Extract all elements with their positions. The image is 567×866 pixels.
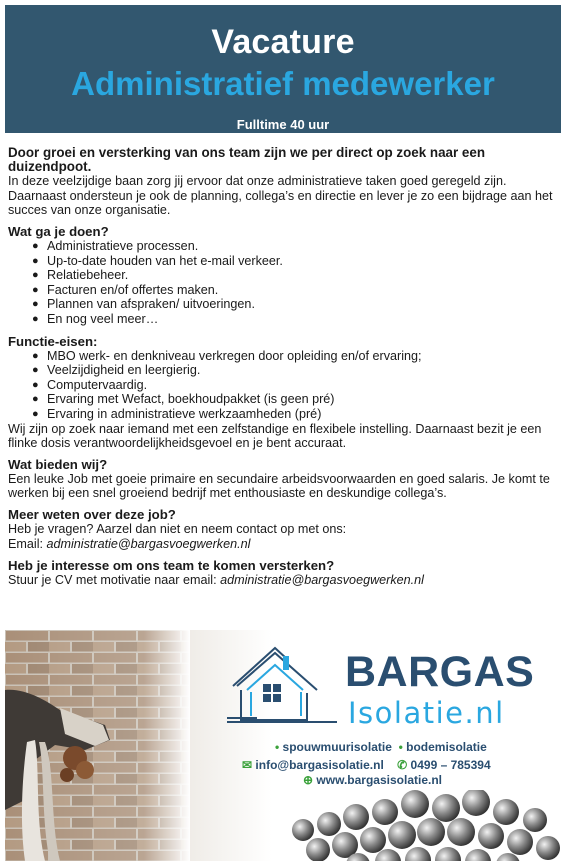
footer-website-link[interactable]: www.bargasisolatie.nl [316, 773, 442, 787]
footer-email-link[interactable]: info@bargasisolatie.nl [255, 758, 384, 772]
more-info-text: Heb je vragen? Aarzel dan niet en neem contact op met ons: [8, 522, 347, 537]
list-item: ● Computervaardig. [32, 377, 148, 392]
globe-icon: ⊕ [303, 773, 314, 787]
list-item: ● Ervaring in administratieve werkzaamheden (pré) [32, 406, 322, 421]
tasks-title: Wat ga je doen? [8, 224, 109, 240]
footer-phone[interactable]: 0499 – 785394 [410, 758, 491, 772]
list-item: ● Relatiebeheer. [32, 268, 129, 283]
intro-text: In deze veelzijdige baan zorg jij ervoor dat onze administratieve taken goed geregeld zijn. Daarnaast ondersteun je ook de planning, collega’s en directie en lever je zo een bijdrage aan het succes van onze organisatie. [8, 174, 553, 217]
service-floor: bodemisolatie [406, 740, 487, 754]
brand-subtitle: Isolatie.nl [348, 696, 505, 730]
list-item: ● En nog veel meer… [32, 311, 159, 326]
job-hours: Fulltime 40 uur [236, 117, 330, 132]
services-line [275, 740, 487, 754]
email-label: Email: [8, 536, 47, 551]
bullet-icon: ● [32, 378, 39, 391]
bullet-icon: • [275, 740, 280, 754]
bullet-icon: ● [32, 407, 39, 420]
website-line [303, 773, 442, 787]
service-cavity-wall: spouwmuurisolatie [282, 740, 392, 754]
job-title: Administratief medewerker [71, 65, 495, 102]
company-banner [5, 630, 561, 861]
house-logo-icon [227, 638, 337, 726]
bullet-icon: • [398, 740, 403, 754]
bullet-icon: ● [32, 298, 39, 311]
list-item: ● Ervaring met Wefact, boekhoudpakket (is geen pré) [32, 392, 335, 407]
list-item: ● Veelzijdigheid en leergierig. [32, 363, 201, 378]
bullet-icon: ● [32, 364, 39, 377]
bullet-icon: ● [32, 349, 39, 362]
contact-email-link[interactable]: administratie@bargasvoegwerken.nl [46, 536, 251, 551]
bullet-icon: ● [32, 240, 39, 253]
requirements-text: Wij zijn op zoek naar iemand met een zelfstandige en flexibele instelling. Daarnaast bezit je een flinke dosis verantwoordelijkheidsgevoel en je bent accuraat. [8, 421, 542, 450]
brand-name: BARGAS [345, 648, 535, 696]
list-item: ● Plannen van afspraken/ uitvoeringen. [32, 297, 255, 312]
list-item: ● MBO werk- en denkniveau verkregen door opleiding en/of ervaring; [32, 348, 422, 363]
more-info-email-line [8, 537, 560, 551]
apply-text: Stuur je CV met motivatie naar email: [8, 572, 221, 587]
offer-title: Wat bieden wij? [8, 456, 108, 472]
list-item: ● Facturen en/of offertes maken. [32, 282, 219, 297]
bullet-icon: ● [32, 254, 39, 267]
more-info-title: Meer weten over deze job? [8, 507, 176, 523]
tasks-list [8, 239, 560, 327]
contact-line [242, 758, 491, 772]
bullet-icon: ● [32, 393, 39, 406]
phone-icon: ✆ [397, 758, 408, 772]
bullet-icon: ● [32, 269, 39, 282]
mail-icon: ✉ [242, 758, 253, 772]
requirements-title: Functie-eisen: [8, 333, 98, 349]
bullet-icon: ● [32, 312, 39, 325]
requirements-list [8, 349, 560, 422]
list-item: ● Administratieve processen. [32, 239, 199, 254]
list-item: ● Up-to-date houden van het e-mail verkeer. [32, 253, 283, 268]
apply-email-link[interactable]: administratie@bargasvoegwerken.nl [220, 572, 424, 587]
apply-line [8, 573, 560, 587]
vacancy-header [5, 5, 561, 133]
brick-wall-photo [5, 630, 190, 861]
intro-lead: Door groei en versterking van ons team zijn we per direct op zoek naar een duizendpoot. [8, 145, 485, 175]
insulation-beads-image [263, 790, 561, 861]
vacancy-body [8, 146, 560, 587]
bullet-icon: ● [32, 283, 39, 296]
apply-title: Heb je interesse om ons team te komen versterken? [8, 557, 335, 573]
offer-text: Een leuke Job met goeie primaire en secundaire arbeidsvoorwaarden en goed salaris. Je komt te werken bij een snel groeiend bedrijf met enthousiaste en deskundige collega’s. [8, 471, 550, 501]
vacancy-title: Vacature [211, 23, 355, 61]
